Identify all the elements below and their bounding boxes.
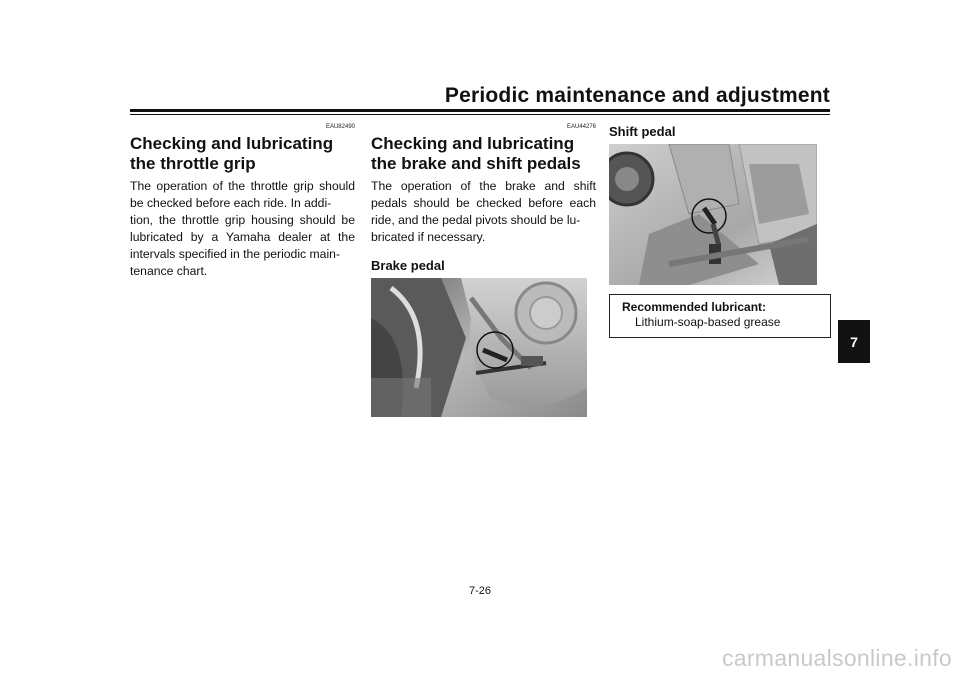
- section-code: EAU82490: [325, 124, 355, 130]
- recommended-lubricant-box: [609, 294, 831, 338]
- shift-pedal-photo: [609, 144, 817, 285]
- section-body-pedals: The operation of the brake and shift pedals should be checked before each ride, and the pedal pivots should be lu- bricated if necessary.: [371, 179, 596, 244]
- lubricant-value: Lithium-soap-based grease: [635, 315, 781, 329]
- section-heading-pedals: Checking and lubricating the brake and shift pedals: [371, 134, 581, 173]
- brake-pedal-photo: [371, 278, 587, 417]
- section-heading-throttle: Checking and lubricating the throttle grip: [130, 134, 334, 173]
- shift-pedal-heading: Shift pedal: [609, 124, 676, 139]
- column-pedals: [371, 124, 596, 417]
- chapter-tab: [838, 320, 870, 363]
- section-body-throttle: The operation of the throttle grip should be checked before each ride. In addi- tion, the throttle grip housing should be lubricated by a Yamaha dealer at the intervals specified in the periodic main- tenance chart.: [130, 179, 355, 278]
- column-shift: [609, 124, 831, 338]
- lubricant-title: Recommended lubricant:: [622, 300, 767, 314]
- header-rule-thick: [130, 109, 830, 112]
- column-throttle: [130, 124, 355, 280]
- brake-pedal-heading: Brake pedal: [371, 258, 445, 273]
- page-number: 7-26: [468, 585, 492, 597]
- header-rule-thin: [130, 114, 830, 115]
- section-code: EAU44276: [566, 124, 596, 130]
- page-header-title: Periodic maintenance and adjustment: [444, 84, 830, 107]
- chapter-number: 7: [850, 333, 858, 350]
- watermark-text: carmanualsonline.info: [721, 645, 952, 671]
